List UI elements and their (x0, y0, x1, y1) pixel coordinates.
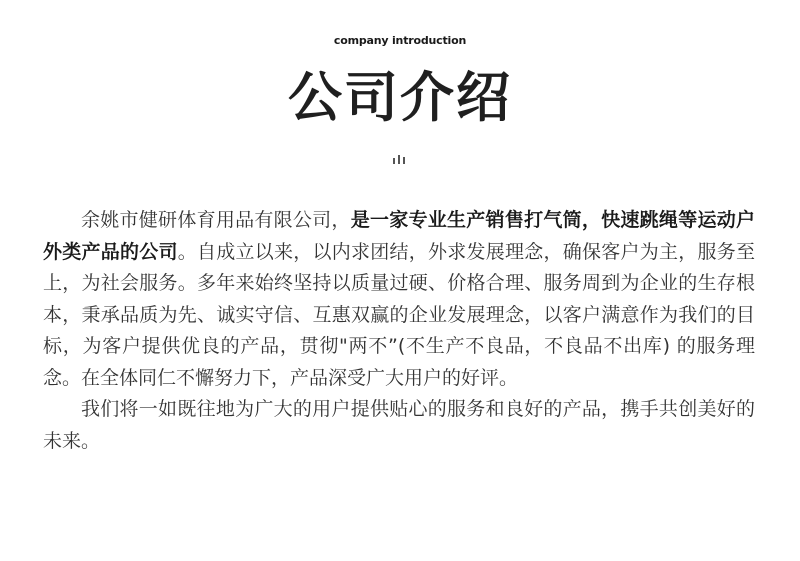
section-subtitle: company introduction (333, 34, 467, 47)
paragraph-intro-rest: 。自成立以来，以内求团结，外求发展理念，确保客户为主，服务至上，为社会服务。多年来始终坚持以质量过硬、价格合理、服务周到为企业的生存根本，秉承品质为先、诚实守信、互惠双赢的企业发展理念，以客户满意作为我们的目标，为客户提供优良的产品，贯彻"两不”(不生产不良品，不良品不出库) 的服务理念。在全体同仁不懈努力下，产品深受广大用户的好评。 (43, 240, 755, 389)
paragraph-intro-highlight: 是一家专业生产销售打气筒，快速跳绳等运动户外类产品的公司 (43, 209, 755, 263)
paragraph-intro-lead: 余姚市健研体育用品有限公司， (81, 209, 351, 231)
page-title: 公司介绍 (288, 66, 512, 129)
paragraph-intro (43, 205, 755, 394)
decorative-bars-icon (393, 155, 407, 164)
company-description (43, 205, 755, 457)
paragraph-closing: 我们将一如既往地为广大的用户提供贴心的服务和良好的产品，携手共创美好的未来。 (43, 398, 755, 452)
